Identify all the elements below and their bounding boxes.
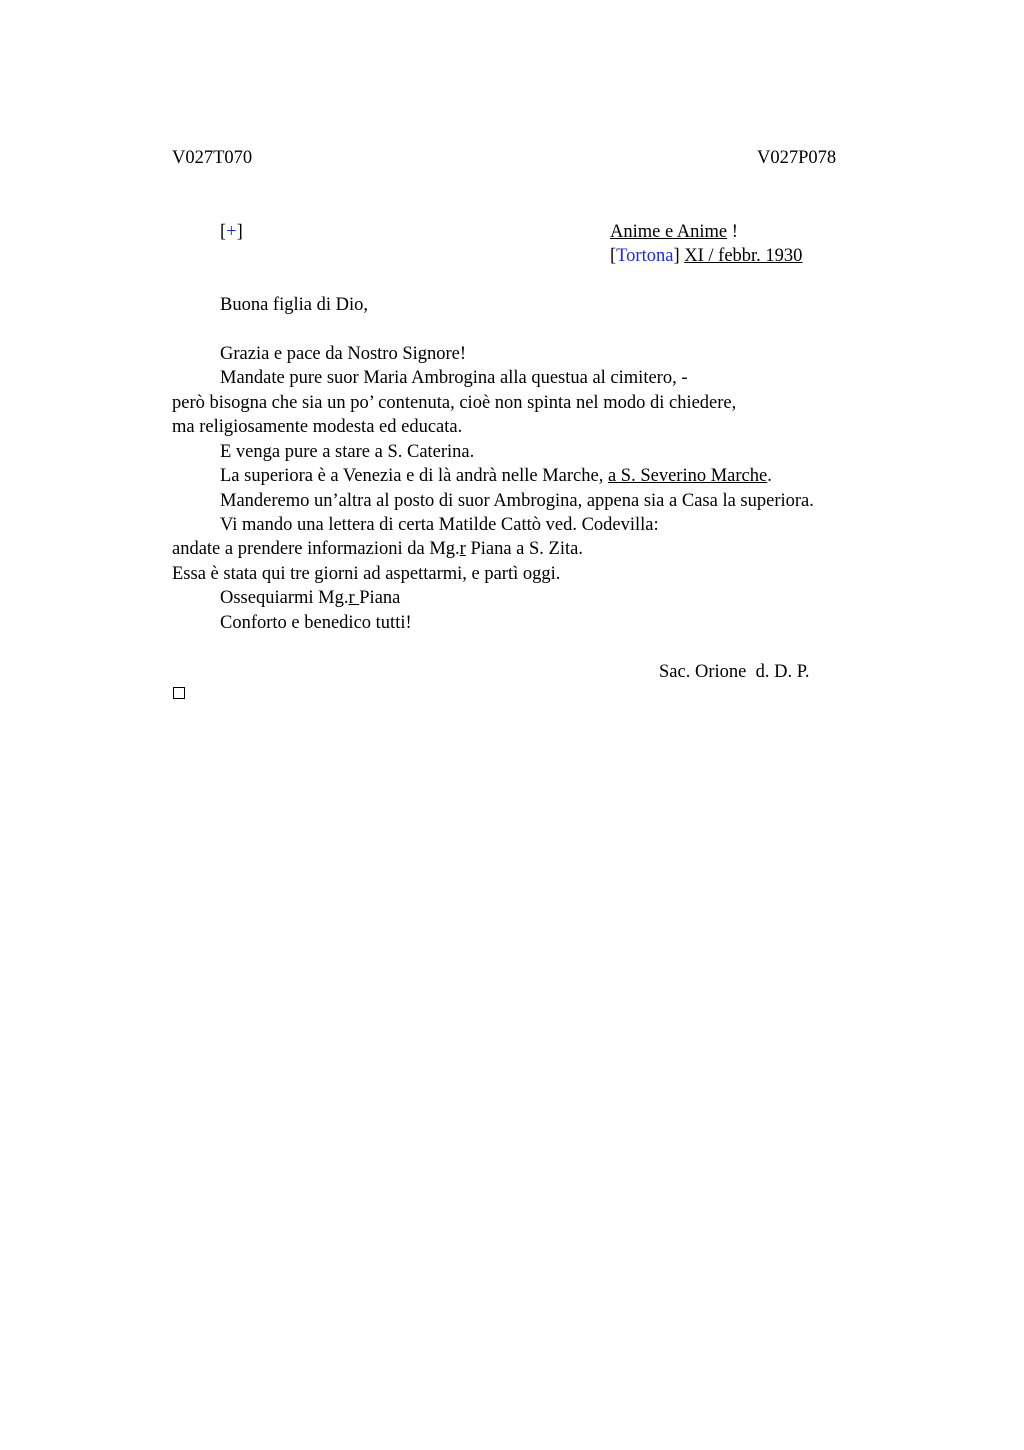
- body-line: Mandate pure suor Maria Ambrogina alla questua al cimitero, -: [220, 368, 688, 388]
- document-code-left: V027T070: [172, 148, 253, 168]
- body-line: ma religiosamente modesta ed educata.: [172, 417, 463, 437]
- body-line: Conforto e benedico tutti!: [220, 613, 412, 633]
- body-line: Grazia e pace da Nostro Signore!: [220, 344, 467, 364]
- square-outline-icon: [173, 687, 185, 699]
- document-code-right: V027P078: [757, 148, 837, 168]
- cross-marker: [+]: [220, 222, 243, 242]
- body-line: La superiora è a Venezia e di là andrà nelle Marche, a S. Severino Marche.: [220, 466, 772, 486]
- body-line: Essa è stata qui tre giorni ad aspettarmi, e partì oggi.: [172, 564, 561, 584]
- letter-date: XI / febbr. 1930: [684, 246, 803, 266]
- letter-title: Anime e Anime !: [610, 222, 738, 242]
- letter-signature: Sac. Orione d. D. P.: [659, 662, 810, 682]
- body-line: Manderemo un’altra al posto di suor Ambrogina, appena sia a Casa la superiora.: [220, 491, 814, 511]
- body-line: però bisogna che sia un po’ contenuta, cioè non spinta nel modo di chiedere,: [172, 393, 737, 413]
- body-line: Vi mando una lettera di certa Matilde Cattò ved. Codevilla:: [220, 515, 659, 535]
- body-line: Ossequiarmi Mg.r Piana: [220, 588, 401, 608]
- body-line: E venga pure a stare a S. Caterina.: [220, 442, 475, 462]
- cross-icon: +: [226, 222, 237, 242]
- body-line: andate a prendere informazioni da Mg.r Piana a S. Zita.: [172, 539, 583, 559]
- letter-place-date: [Tortona] XI / febbr. 1930: [610, 246, 803, 266]
- letter-salutation: Buona figlia di Dio,: [220, 295, 368, 315]
- letter-place: Tortona: [616, 246, 674, 266]
